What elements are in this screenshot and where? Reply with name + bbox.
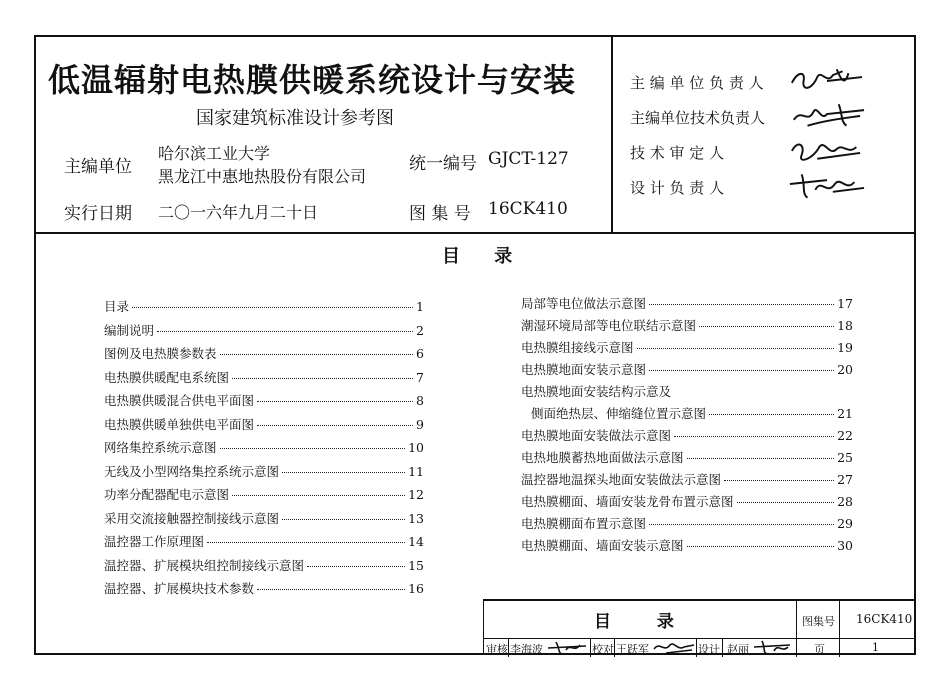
toc-item[interactable] [521, 360, 853, 382]
toc-item[interactable] [521, 514, 853, 536]
toc-right-column [521, 294, 853, 558]
toc-item-label: 电热地膜蓄热地面做法示意图 [521, 450, 684, 465]
toc-item[interactable] [104, 415, 424, 439]
toc-item[interactable] [521, 294, 853, 316]
editor-unit-label: 主编单位 [64, 157, 132, 177]
toc-item-label: 温控器地温探头地面安装做法示意图 [521, 472, 722, 487]
toc-item-label: 电热膜棚面、墙面安装龙骨布置示意图 [521, 494, 734, 509]
toc-leader [232, 378, 413, 379]
editor-unit-1: 哈尔滨工业大学 [158, 144, 271, 163]
checker-signature [652, 639, 696, 655]
toc-leader [687, 458, 835, 459]
drawing-frame [34, 35, 916, 655]
toc-item[interactable] [521, 536, 853, 558]
atlas-no-label-small: 图集号 [802, 615, 835, 628]
page-number: 1 [872, 641, 879, 654]
toc-item-page: 29 [837, 516, 853, 531]
toc-item[interactable] [521, 338, 853, 360]
toc-item-page: 11 [408, 463, 424, 479]
toc-item[interactable] [104, 344, 424, 368]
toc-item[interactable] [521, 426, 853, 448]
toc-item-page: 22 [837, 428, 853, 443]
signer-role-2: 主编单位技术负责人 [630, 109, 766, 127]
toc-leader [220, 448, 406, 449]
toc-item-label: 无线及小型网络集控系统示意图 [104, 463, 280, 479]
toc-item[interactable] [521, 448, 853, 470]
toc-item-label: 功率分配器配电示意图 [104, 487, 230, 502]
cell-divider [796, 601, 797, 657]
toc-leader [220, 354, 414, 355]
signature-4 [788, 170, 866, 200]
toc-item-label: 电热膜供暖混合供电平面图 [104, 393, 255, 408]
toc-item-page: 1 [416, 299, 424, 314]
toc-item[interactable] [104, 321, 424, 345]
toc-leader [207, 542, 405, 543]
toc-item-page: 9 [416, 416, 424, 432]
toc-item-label: 电热膜棚面布置示意图 [521, 516, 647, 531]
toc-item-label: 温控器、扩展模块技术参数 [104, 581, 255, 596]
unified-code: GJCT-127 [488, 149, 569, 169]
toc-item[interactable] [521, 470, 853, 492]
toc-item-page: 21 [837, 406, 853, 421]
toc-leader [232, 495, 405, 496]
effective-date: 二〇一六年九月二十日 [158, 203, 319, 222]
check-label: 校对 [592, 643, 614, 656]
toc-leader [649, 370, 834, 371]
toc-item[interactable] [104, 438, 424, 462]
toc-item-page: 8 [416, 393, 424, 408]
toc-item-label: 局部等电位做法示意图 [521, 296, 647, 311]
toc-item-page: 14 [408, 534, 424, 549]
signer-role-1: 主 编 单 位 负 责 人 [630, 74, 764, 92]
toc-item[interactable] [104, 368, 424, 392]
toc-item[interactable] [521, 382, 853, 404]
toc-leader [699, 326, 834, 327]
toc-item-page: 17 [837, 296, 853, 311]
review-label: 审核 [486, 643, 508, 656]
header-block [36, 37, 914, 234]
toc-leader [724, 480, 834, 481]
toc-item-page: 10 [408, 440, 424, 455]
signer-role-4: 设 计 负 责 人 [630, 179, 725, 197]
toc-item-label: 电热膜棚面、墙面安装示意图 [521, 538, 684, 553]
toc-item-page: 2 [416, 322, 424, 338]
toc-item-label: 温控器、扩展模块组控制接线示意图 [104, 557, 305, 573]
toc-leader [649, 524, 834, 525]
toc-item-label: 温控器工作原理图 [104, 534, 205, 549]
toc-item[interactable] [104, 532, 424, 556]
toc-item-label: 采用交流接触器控制接线示意图 [104, 510, 280, 526]
toc-heading: 目 录 [442, 246, 527, 267]
toc-item-page: 12 [408, 487, 424, 502]
toc-leader [257, 401, 413, 402]
toc-item[interactable] [104, 391, 424, 415]
cell-divider [590, 638, 591, 657]
toc-item-page: 27 [837, 472, 853, 487]
design-label: 设计 [698, 643, 720, 656]
reviewer-name: 李海波 [510, 643, 543, 656]
toc-item[interactable] [104, 509, 424, 533]
toc-item-label: 潮湿环境局部等电位联结示意图 [521, 318, 697, 333]
toc-item-page: 19 [837, 340, 853, 355]
toc-item-page: 28 [837, 494, 853, 509]
toc-item-label: 电热膜地面安装做法示意图 [521, 428, 672, 443]
toc-item-page: 18 [837, 318, 853, 333]
title-block-top-row [484, 601, 914, 639]
reviewer-signature [546, 639, 590, 655]
toc-item-label: 电热膜组接线示意图 [521, 340, 634, 355]
cell-divider [696, 638, 697, 657]
toc-item-label: 编制说明 [104, 322, 155, 338]
toc-item-label: 电热膜供暖配电系统图 [104, 369, 230, 385]
toc-leader [307, 566, 405, 567]
signature-2 [788, 100, 866, 130]
toc-item[interactable] [521, 492, 853, 514]
toc-item[interactable] [104, 556, 424, 580]
toc-leader [157, 331, 413, 332]
title-block-atlas-no: 16CK410 [856, 612, 913, 626]
toc-leader [709, 414, 834, 415]
toc-leader [257, 589, 405, 590]
toc-leader [737, 502, 835, 503]
toc-item-label: 网络集控系统示意图 [104, 440, 217, 455]
toc-leader [132, 307, 413, 308]
cell-divider [508, 638, 509, 657]
toc-item[interactable] [521, 404, 853, 426]
toc-item-page: 7 [416, 369, 424, 385]
toc-leader [674, 436, 834, 437]
header-divider [611, 37, 613, 232]
toc-item-page: 15 [408, 557, 424, 573]
subtitle: 国家建筑标准设计参考图 [196, 108, 394, 129]
toc-leader [687, 546, 835, 547]
toc-item-label: 电热膜地面安装示意图 [521, 362, 647, 377]
toc-item-label: 电热膜地面安装结构示意及 [521, 384, 672, 399]
effective-date-label: 实行日期 [64, 204, 132, 224]
checker-name: 王跃军 [616, 643, 649, 656]
toc-item-label: 图例及电热膜参数表 [104, 346, 217, 361]
toc-leader [257, 425, 413, 426]
main-title: 低温辐射电热膜供暖系统设计与安装 [48, 61, 577, 99]
signer-role-3: 技 术 审 定 人 [630, 144, 725, 162]
toc-item-page: 25 [837, 450, 853, 465]
toc-left-column [104, 297, 424, 603]
toc-item[interactable] [104, 297, 424, 321]
cell-divider [722, 638, 723, 657]
toc-item[interactable] [104, 579, 424, 603]
designer-signature [752, 639, 794, 655]
unified-code-label: 统一编号 [409, 154, 477, 174]
toc-item-label: 侧面绝热层、伸缩缝位置示意图 [531, 406, 707, 421]
atlas-no-label: 图 集 号 [409, 204, 471, 224]
cell-divider [614, 638, 615, 657]
editor-unit-2: 黑龙江中惠地热股份有限公司 [158, 167, 367, 186]
toc-item-page: 16 [408, 581, 424, 596]
toc-leader [282, 519, 405, 520]
toc-item-page: 13 [408, 510, 424, 526]
atlas-no: 16CK410 [488, 199, 568, 219]
toc-item-label: 目录 [104, 299, 130, 314]
toc-item[interactable] [104, 485, 424, 509]
title-block-title: 目 录 [594, 612, 694, 632]
signature-3 [788, 135, 866, 165]
designer-name: 赵丽 [727, 643, 749, 656]
toc-item[interactable] [104, 462, 424, 486]
toc-item-page: 20 [837, 362, 853, 377]
title-block [483, 599, 914, 655]
toc-leader [637, 348, 835, 349]
toc-item-page: 30 [837, 538, 853, 553]
page-label: 页 [814, 643, 825, 656]
toc-item[interactable] [521, 316, 853, 338]
toc-leader [649, 304, 834, 305]
signature-1 [788, 65, 866, 95]
toc-item-label: 电热膜供暖单独供电平面图 [104, 416, 255, 432]
toc-item-page: 6 [416, 346, 424, 361]
toc-leader [282, 472, 405, 473]
cell-divider [839, 601, 840, 657]
